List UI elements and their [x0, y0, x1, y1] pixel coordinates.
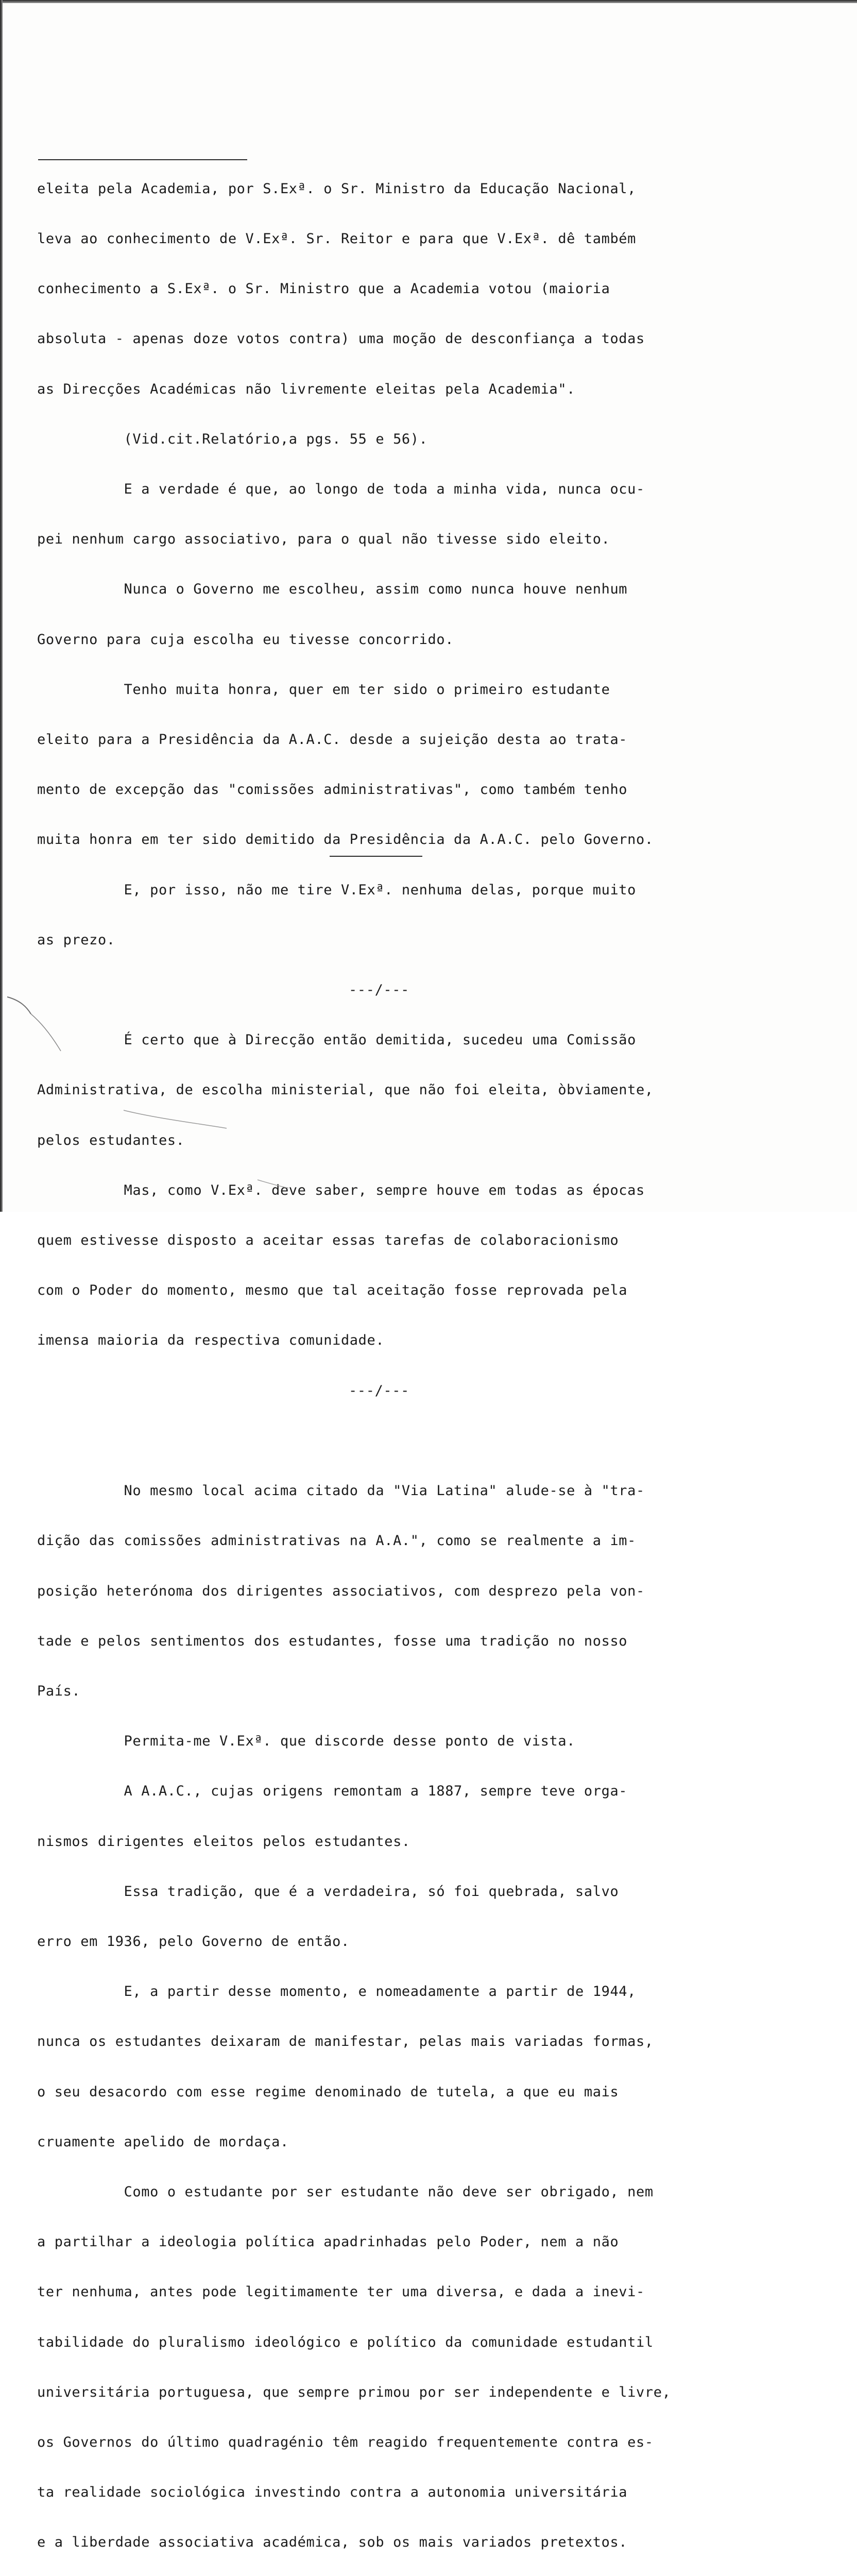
section-separator: ---/---: [349, 1382, 409, 1399]
text-line: conhecimento a S.Exª. o Sr. Ministro que a Academia votou (maioria: [37, 281, 610, 297]
text-line: Mas, como V.Exª. deve saber, sempre houve em todas as épocas: [37, 1182, 645, 1198]
page-left-edge: [0, 0, 3, 1212]
text-line: a partilhar a ideologia política apadrinhadas pelo Poder, nem a não: [37, 2234, 619, 2250]
text-line: mento de excepção das "comissões administrativas", como também tenho: [37, 782, 628, 798]
text-line: pei nenhum cargo associativo, para o qual não tivesse sido eleito.: [37, 531, 610, 548]
text-line: nismos dirigentes eleitos pelos estudantes.: [37, 1833, 410, 1850]
text-line: tade e pelos sentimentos dos estudantes, fosse uma tradição no nosso: [37, 1633, 628, 1649]
page-top-edge: [0, 0, 857, 3]
text-line: eleito para a Presidência da A.A.C. desde a sujeição desta ao trata-: [37, 732, 628, 748]
text-line: E, a partir desse momento, e nomeadamente a partir de 1944,: [37, 1984, 637, 2000]
text-line: pelos estudantes.: [37, 1132, 185, 1148]
text-line: quem estivesse disposto a aceitar essas tarefas de colaboracionismo: [37, 1232, 619, 1249]
text-line: leva ao conhecimento de V.Exª. Sr. Reitor e para que V.Exª. dê também: [37, 231, 637, 247]
text-line: os Governos do último quadragénio têm reagido frequentemente contra es-: [37, 2434, 654, 2450]
tear-line: [7, 997, 31, 1014]
text-line: ter nenhuma, antes pode legitimamente ter uma diversa, e dada a inevi-: [37, 2284, 645, 2300]
blank-line: [37, 1433, 810, 1449]
text-line: Nunca o Governo me escolheu, assim como nunca houve nenhum: [37, 581, 628, 598]
text-line: É certo que à Direcção então demitida, sucedeu uma Comissão: [37, 1032, 637, 1048]
section-separator: ---/---: [349, 982, 409, 998]
text-line: erro em 1936, pelo Governo de então.: [37, 1933, 350, 1950]
text-line: cruamente apelido de mordaça.: [37, 2133, 289, 2150]
text-line: Como o estudante por ser estudante não deve ser obrigado, nem: [37, 2183, 654, 2200]
text-line: e a liberdade associativa académica, sob os mais variados pretextos.: [37, 2534, 628, 2551]
text-line: Essa tradição, que é a verdadeira, só foi quebrada, salvo: [37, 1883, 619, 1900]
text-line: tabilidade do pluralismo ideológico e político da comunidade estudantil: [37, 2334, 654, 2350]
text-line: universitária portuguesa, que sempre primou por ser independente e livre,: [37, 2384, 671, 2400]
text-line: muita honra em ter sido demitido da Presidência da A.A.C. pelo Governo.: [37, 832, 654, 848]
text-line: Permita-me V.Exª. que discorde desse ponto de vista.: [37, 1733, 576, 1750]
text-line: as Direcções Académicas não livremente eleitas pela Academia".: [37, 381, 576, 397]
text-line: (Vid.cit.Relatório,a pgs. 55 e 56).: [37, 431, 428, 447]
text-line: dição das comissões administrativas na A.A.", como se realmente a im-: [37, 1533, 637, 1549]
text-line: absoluta - apenas doze votos contra) uma moção de desconfiança a todas: [37, 331, 645, 347]
text-line: A A.A.C., cujas origens remontam a 1887, sempre teve orga-: [37, 1783, 628, 1800]
text-line: imensa maioria da respectiva comunidade.: [37, 1332, 385, 1349]
text-line: nunca os estudantes deixaram de manifestar, pelas mais variadas formas,: [37, 2033, 654, 2050]
text-line: Governo para cuja escolha eu tivesse concorrido.: [37, 631, 454, 648]
text-line: ta realidade sociológica investindo contra a autonomia universitária: [37, 2484, 628, 2501]
text-line: eleita pela Academia, por S.Exª. o Sr. Ministro da Educação Nacional,: [37, 180, 637, 197]
text-line: País.: [37, 1683, 81, 1699]
text-line: as prezo.: [37, 931, 115, 948]
text-line: com o Poder do momento, mesmo que tal aceitação fosse reprovada pela: [37, 1282, 628, 1299]
text-line: o seu desacordo com esse regime denominado de tutela, a que eu mais: [37, 2083, 619, 2100]
text-line: Tenho muita honra, quer em ter sido o primeiro estudante: [37, 681, 610, 698]
text-line: Administrativa, de escolha ministerial, que não foi eleita, òbviamente,: [37, 1082, 654, 1098]
text-line: posição heterónoma dos dirigentes associativos, com desprezo pela von-: [37, 1583, 645, 1599]
text-line: E, por isso, não me tire V.Exª. nenhuma delas, porque muito: [37, 882, 637, 898]
text-line: E a verdade é que, ao longo de toda a minha vida, nunca ocu-: [37, 481, 645, 498]
text-line: No mesmo local acima citado da "Via Latina" alude-se à "tra-: [37, 1483, 645, 1499]
typewritten-text-body: [37, 147, 810, 2576]
